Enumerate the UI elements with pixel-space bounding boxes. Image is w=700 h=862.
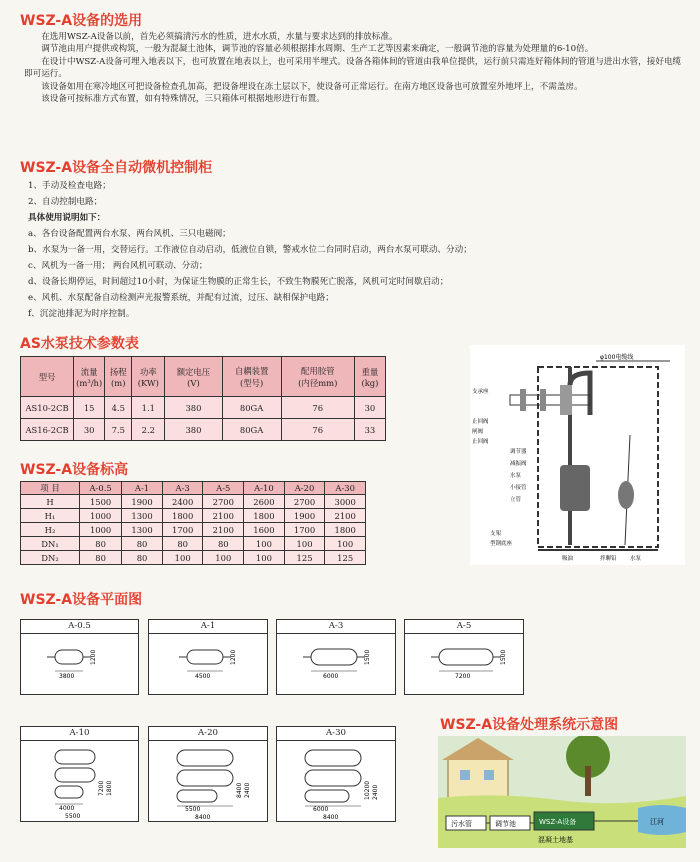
plan-drawing bbox=[21, 740, 138, 820]
list-item: a、各台设备配置两台水泵、两台风机、三只电磁阀； bbox=[28, 229, 231, 239]
header-cell: A-5 bbox=[203, 482, 244, 495]
list-item: f、沉淀池排泥为时序控制。 bbox=[28, 309, 135, 319]
cell: 1900 bbox=[284, 509, 325, 523]
plan-a-1 bbox=[148, 619, 268, 695]
width-dimension: 5500 bbox=[185, 806, 201, 813]
float-switch bbox=[618, 481, 634, 509]
table-row bbox=[21, 419, 386, 441]
label: 支架 bbox=[490, 531, 502, 537]
width-dimension: 8400 bbox=[195, 814, 211, 820]
header-cell: 额定电压 (V) bbox=[165, 357, 222, 397]
tank-shape bbox=[305, 750, 361, 766]
cell: 380 bbox=[165, 397, 222, 419]
header-cell: A-0.5 bbox=[80, 482, 122, 495]
plan-drawing bbox=[405, 633, 523, 693]
header-cell: A-30 bbox=[325, 482, 366, 495]
tank-shape bbox=[177, 790, 217, 802]
cell: 4.5 bbox=[105, 397, 132, 419]
cell: 2100 bbox=[203, 523, 244, 537]
list-item: c、风机为一备一用； 两台风机可联动、分动； bbox=[28, 261, 208, 271]
width-dimension: 4500 bbox=[195, 673, 211, 680]
cell: 80 bbox=[80, 551, 122, 565]
table-row bbox=[21, 495, 366, 509]
plan-a-3 bbox=[276, 619, 396, 695]
header-cell: 流量 (m³/h) bbox=[74, 357, 105, 397]
list-item: 具体使用说明如下： bbox=[28, 213, 106, 223]
table-row bbox=[21, 523, 366, 537]
paragraph: 该设备如用在寒冷地区可把设备检查孔加高，把设备埋设在冻土层以下，使设备可正常运行。在南方地区设备也可放置室外地坪上，不需盖房。 bbox=[41, 81, 583, 92]
plan-a-20 bbox=[148, 726, 268, 822]
height-dimension: 7200 bbox=[98, 780, 105, 796]
label: 小接管 bbox=[510, 485, 527, 491]
height-dimension: 1500 bbox=[500, 649, 507, 665]
tank-shape bbox=[177, 770, 233, 786]
cell: 80 bbox=[203, 537, 244, 551]
plan-drawing bbox=[277, 740, 395, 820]
wsz-equipment-label: WSZ-A设备 bbox=[539, 818, 577, 826]
cell: 2700 bbox=[284, 495, 325, 509]
header-cell: 型号 bbox=[21, 357, 74, 397]
cell: 1500 bbox=[80, 495, 122, 509]
header-cell: 项 目 bbox=[21, 482, 80, 495]
list-item: 1、手动及检查电路； bbox=[28, 181, 111, 191]
cell: DN₂ bbox=[21, 551, 80, 565]
plan-drawing bbox=[149, 633, 267, 693]
height-dimension: 2400 bbox=[372, 784, 379, 800]
selection-paragraphs bbox=[24, 31, 684, 105]
control-list bbox=[28, 178, 472, 322]
width-dimension: 6000 bbox=[313, 806, 329, 813]
cell: 15 bbox=[74, 397, 105, 419]
table-header-row bbox=[21, 357, 386, 397]
height-dimension: 10200 bbox=[364, 780, 371, 800]
check-valve bbox=[520, 389, 526, 411]
width-dimension: 7200 bbox=[455, 673, 471, 680]
gate-valve bbox=[540, 389, 546, 411]
cell: 125 bbox=[284, 551, 325, 565]
plan-a-30 bbox=[276, 726, 396, 822]
width-dimension: 3800 bbox=[59, 673, 75, 680]
pump-installation-diagram bbox=[470, 345, 685, 565]
cell: 7.5 bbox=[105, 419, 132, 441]
cell: 100 bbox=[284, 537, 325, 551]
cell: 1.1 bbox=[132, 397, 165, 419]
tank-shape bbox=[55, 786, 83, 798]
cell: 380 bbox=[165, 419, 222, 441]
header-cell: 扬程 (m) bbox=[105, 357, 132, 397]
table-row bbox=[21, 537, 366, 551]
width-dimension: 5500 bbox=[65, 813, 81, 820]
label: 立管 bbox=[510, 497, 522, 503]
plan-drawing bbox=[21, 633, 138, 693]
cell: 100 bbox=[244, 551, 285, 565]
cell: 2700 bbox=[203, 495, 244, 509]
section-title-control-cabinet: WSZ-A设备全自动微机控制柜 bbox=[20, 160, 213, 176]
tank-shape bbox=[439, 649, 493, 665]
tank-shape bbox=[305, 790, 349, 802]
label: 减振阀 bbox=[510, 461, 527, 467]
plan-label: A-10 bbox=[21, 726, 138, 741]
paragraph: 调节池由用户提供或构筑，一般为混凝土池体，调节池的容量必须根据排水周期、生产工艺等因素来确定，一般调节池的容量为处理量的6-10倍。 bbox=[41, 44, 594, 55]
cell: 80GA bbox=[222, 397, 281, 419]
tree-trunk bbox=[585, 766, 591, 796]
tank-shape bbox=[177, 750, 233, 766]
cell: DN₁ bbox=[21, 537, 80, 551]
height-dimension: 1200 bbox=[90, 649, 97, 665]
cell: 80 bbox=[80, 537, 122, 551]
table-row bbox=[21, 397, 386, 419]
cell: 80 bbox=[122, 551, 163, 565]
plan-drawing bbox=[149, 740, 267, 820]
cell: 1300 bbox=[122, 509, 163, 523]
diagram-background bbox=[470, 345, 685, 565]
cell: 1900 bbox=[122, 495, 163, 509]
river-label: 江河 bbox=[650, 818, 664, 826]
header-cell: A-10 bbox=[244, 482, 285, 495]
tank-shape bbox=[305, 770, 361, 786]
plan-label: A-3 bbox=[277, 619, 395, 634]
cell: 2.2 bbox=[132, 419, 165, 441]
label: 型钢底座 bbox=[490, 541, 513, 547]
house-icon bbox=[448, 758, 508, 798]
cell: 2400 bbox=[162, 495, 203, 509]
cell: AS16-2CB bbox=[21, 419, 74, 441]
tank-shape bbox=[311, 649, 357, 665]
cell: 1700 bbox=[162, 523, 203, 537]
width-dimension: 6000 bbox=[323, 673, 339, 680]
cell: 2100 bbox=[325, 509, 366, 523]
tank-shape bbox=[55, 650, 83, 664]
cell: 30 bbox=[74, 419, 105, 441]
label: 吸油 bbox=[562, 556, 574, 562]
list-item: e、风机、水泵配备自动检测声光报警系统，并配有过流，过压、缺相保护电路； bbox=[28, 293, 334, 303]
elevation-table bbox=[20, 481, 366, 565]
foundation-label: 混凝土地基 bbox=[538, 836, 573, 844]
cell: 100 bbox=[244, 537, 285, 551]
cell: 1700 bbox=[284, 523, 325, 537]
cell: 1600 bbox=[244, 523, 285, 537]
header-cell: 自耦装置 (型号) bbox=[222, 357, 281, 397]
list-item: 2、自动控制电路； bbox=[28, 197, 103, 207]
cell: 2600 bbox=[244, 495, 285, 509]
cell: 76 bbox=[281, 419, 354, 441]
cell: 100 bbox=[162, 551, 203, 565]
plan-a-0-5 bbox=[20, 619, 139, 695]
section-title-pump-params: AS水泵技术参数表 bbox=[20, 336, 139, 352]
label: 闸阀 bbox=[472, 429, 484, 435]
plan-label: A-5 bbox=[405, 619, 523, 634]
tank-shape bbox=[187, 650, 223, 664]
cell: 33 bbox=[354, 419, 385, 441]
cell: 80 bbox=[122, 537, 163, 551]
cell: 1300 bbox=[122, 523, 163, 537]
header-cell: A-1 bbox=[122, 482, 163, 495]
coupling bbox=[560, 385, 572, 415]
label: 止回阀 bbox=[472, 439, 489, 445]
width-dimension: 4000 bbox=[59, 805, 75, 812]
list-item: d、设备长期停运，时间超过10小时，为保证生物膜的正常生长，不致生物膜死亡脱落，风机可定时间歇启动； bbox=[28, 277, 449, 287]
label: 水泵 bbox=[630, 556, 642, 562]
paragraph: 该设备可按标准方式布置，如有特殊情况，三只箱体可根据地形进行布置。 bbox=[41, 94, 325, 105]
cell: 1000 bbox=[80, 509, 122, 523]
table-row bbox=[21, 551, 366, 565]
height-dimension: 1500 bbox=[364, 649, 371, 665]
tank-shape bbox=[55, 768, 95, 782]
plan-a-10 bbox=[20, 726, 139, 822]
cell: 80 bbox=[162, 537, 203, 551]
tank-shape bbox=[55, 750, 95, 764]
cell: 30 bbox=[354, 397, 385, 419]
header-cell: 配用胶管 (内径mm) bbox=[281, 357, 354, 397]
section-title-plans: WSZ-A设备平面图 bbox=[20, 592, 143, 608]
cell: 1000 bbox=[80, 523, 122, 537]
table-header-row bbox=[21, 482, 366, 495]
cell: AS10-2CB bbox=[21, 397, 74, 419]
adjust-tank-label: 调节池 bbox=[495, 820, 516, 828]
cell: 100 bbox=[325, 537, 366, 551]
section-title-elevation: WSZ-A设备标高 bbox=[20, 462, 129, 478]
section-title-system: WSZ-A设备处理系统示意图 bbox=[440, 717, 619, 733]
header-cell: 功率 (KW) bbox=[132, 357, 165, 397]
plan-drawing bbox=[277, 633, 395, 693]
window-icon bbox=[460, 770, 470, 780]
pump-table bbox=[20, 356, 386, 441]
label: 调节器 bbox=[510, 449, 527, 455]
cell: H₂ bbox=[21, 523, 80, 537]
height-dimension: 1200 bbox=[230, 649, 237, 665]
cable-label: φ100电缆线 bbox=[600, 354, 634, 361]
label: 止回阀 bbox=[472, 419, 489, 425]
system-schematic bbox=[438, 736, 686, 848]
height-dimension: 8400 bbox=[236, 782, 243, 798]
cell: 1800 bbox=[162, 509, 203, 523]
header-cell: 重量 (kg) bbox=[354, 357, 385, 397]
height-dimension: 2400 bbox=[244, 782, 251, 798]
header-cell: A-20 bbox=[284, 482, 325, 495]
list-item: b、水泵为一备一用，交替运行。工作液位自动启动，低液位自锁，警戒水位二台同时启动，两台水泵可联动、分动； bbox=[28, 245, 472, 255]
label: 支承座 bbox=[472, 389, 489, 395]
cell: 80GA bbox=[222, 419, 281, 441]
height-dimension: 1800 bbox=[106, 780, 113, 796]
cell: 1800 bbox=[325, 523, 366, 537]
table-row bbox=[21, 509, 366, 523]
plan-label: A-20 bbox=[149, 726, 267, 741]
plan-label: A-1 bbox=[149, 619, 267, 634]
cell: 76 bbox=[281, 397, 354, 419]
section-title-selection: WSZ-A设备的选用 bbox=[20, 13, 143, 29]
plan-label: A-0.5 bbox=[21, 619, 138, 634]
header-cell: A-3 bbox=[162, 482, 203, 495]
sewer-pipe-label: 污水管 bbox=[451, 820, 472, 828]
cell: 125 bbox=[325, 551, 366, 565]
cell: 3000 bbox=[325, 495, 366, 509]
cell: 2100 bbox=[203, 509, 244, 523]
plan-label: A-30 bbox=[277, 726, 395, 741]
pump-body bbox=[560, 465, 590, 511]
paragraph: 在设计中WSZ-A设备可埋入地表以下，也可放置在地表以上，也可采用半埋式。设备各箱体间的管道由我单位提供，运行前只需连好箱体间的管道与进出水管，接好电缆即可运行。 bbox=[24, 56, 682, 80]
width-dimension: 8400 bbox=[323, 814, 339, 820]
label: 水泵 bbox=[510, 473, 522, 479]
cell: H bbox=[21, 495, 80, 509]
cell: 100 bbox=[203, 551, 244, 565]
window-icon bbox=[484, 770, 494, 780]
cell: 1800 bbox=[244, 509, 285, 523]
label: 拌聊铅 bbox=[600, 556, 617, 562]
paragraph: 在选用WSZ-A设备以前，首先必须搞清污水的性质，进水水质，水量与要求达到的排放标准。 bbox=[41, 32, 398, 42]
cell: H₁ bbox=[21, 509, 80, 523]
plan-a-5 bbox=[404, 619, 524, 695]
